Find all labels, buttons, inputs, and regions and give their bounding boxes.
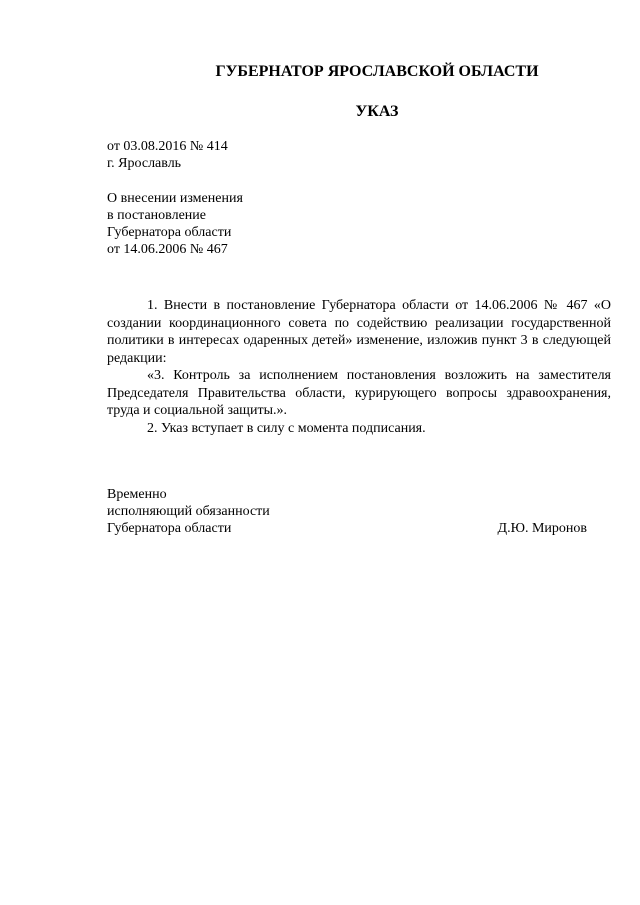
document-city: г. Ярославль — [107, 156, 182, 171]
document-body — [107, 297, 611, 437]
subject-line-3: Губернатора области — [107, 225, 232, 240]
subject-line-2: в постановление — [107, 208, 206, 223]
body-paragraph-1: 1. Внести в постановление Губернатора области от 14.06.2006 № 467 «О создании координационного совета по содействию реализации государственной политики в интересах одаренных детей» изменение, изложив пункт 3 в следующей редакции: — [107, 298, 611, 366]
body-paragraph-3: 2. Указ вступает в силу с момента подписания. — [147, 420, 426, 436]
body-paragraph-2: «3. Контроль за исполнением постановления возложить на заместителя Председателя Правительства области, курирующего вопросы здравоохранения, труда и социальной защиты.». — [107, 368, 611, 418]
document-type-title: УКАЗ — [355, 103, 399, 120]
subject-line-4: от 14.06.2006 № 467 — [107, 242, 228, 257]
signature-line-1: Временно — [107, 487, 167, 502]
signature-line-2: исполняющий обязанности — [107, 504, 270, 519]
document-date-number: от 03.08.2016 № 414 — [107, 139, 228, 154]
authority-title: ГУБЕРНАТОР ЯРОСЛАВСКОЙ ОБЛАСТИ — [215, 63, 539, 80]
signature-line-3: Губернатора области — [107, 521, 232, 536]
subject-line-1: О внесении изменения — [107, 191, 243, 206]
signatory-name: Д.Ю. Миронов — [497, 521, 587, 536]
